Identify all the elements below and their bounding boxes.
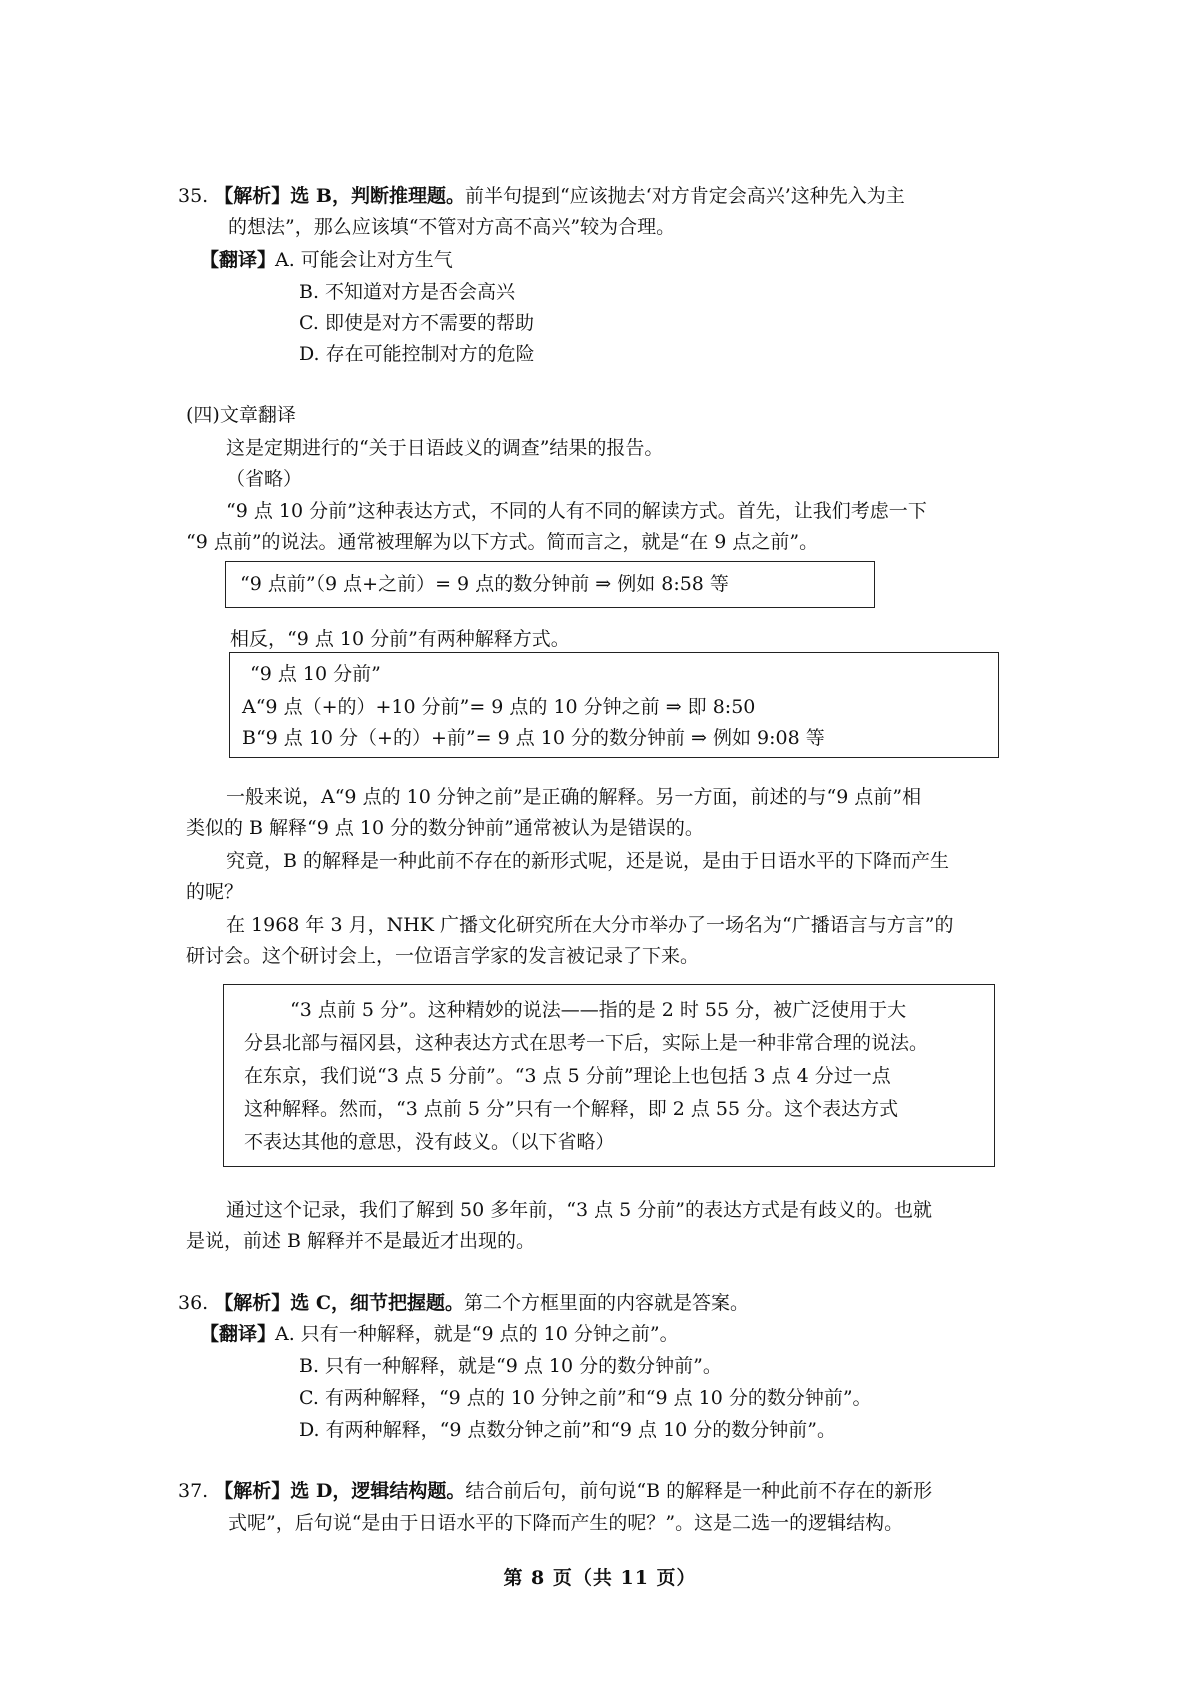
paragraph: 类似的 B 解释“9 点 10 分的数分钟前”通常被认为是错误的。	[186, 817, 704, 839]
example-box-2-line: A“9 点（+的）+10 分前”= 9 点的 10 分钟之前 ⇒ 即 8:50	[242, 696, 756, 718]
q36-line1	[178, 1290, 749, 1316]
q36-number: 36.	[178, 1292, 209, 1314]
quote-line: “3 点前 5 分”。这种精妙的说法——指的是 2 时 55 分，被广泛使用于大	[290, 999, 907, 1021]
example-box-2-line: “9 点 10 分前”	[250, 663, 381, 685]
q36-option-c: C. 有两种解释，“9 点的 10 分钟之前”和“9 点 10 分的数分钟前”。	[299, 1387, 872, 1409]
paragraph: 究竟，B 的解释是一种此前不存在的新形式呢，还是说，是由于日语水平的下降而产生	[226, 850, 950, 872]
q36-option-b: B. 只有一种解释，就是“9 点 10 分的数分钟前”。	[299, 1355, 722, 1377]
q35-translation-tag: 【翻译】	[200, 249, 277, 271]
q37-text: 结合前后句，前句说“B 的解释是一种此前不存在的新形	[465, 1480, 933, 1502]
quote-line: 这种解释。然而，“3 点前 5 分”只有一个解释，即 2 点 55 分。这个表达方式	[244, 1098, 899, 1120]
q36-text: 第二个方框里面的内容就是答案。	[464, 1292, 750, 1314]
paragraph: 在 1968 年 3 月，NHK 广播文化研究所在大分市举办了一场名为“广播语言与方言”的	[226, 914, 954, 936]
q35-option-b: B. 不知道对方是否会高兴	[299, 281, 516, 303]
q35-option-a: A. 可能会让对方生气	[275, 249, 453, 271]
q37-tag: 【解析】	[214, 1480, 291, 1502]
q35-number: 35.	[178, 185, 209, 207]
q35-line2: 的想法”，那么应该填“不管对方高不高兴”较为合理。	[228, 216, 676, 238]
quote-line: 分县北部与福冈县，这种表达方式在思考一下后，实际上是一种非常合理的说法。	[244, 1032, 929, 1054]
paragraph: 研讨会。这个研讨会上，一位语言学家的发言被记录了下来。	[186, 945, 700, 967]
paragraph: 这是定期进行的“关于日语歧义的调查”结果的报告。	[226, 437, 664, 459]
example-box-2-line: B“9 点 10 分（+的）+前”= 9 点 10 分的数分钟前 ⇒ 例如 9:08 等	[242, 727, 825, 749]
paragraph: 相反，“9 点 10 分前”有两种解释方式。	[230, 628, 570, 650]
q36-translation-tag: 【翻译】	[200, 1323, 277, 1345]
q36-lead: 选 C，细节把握题。	[290, 1292, 465, 1314]
page-footer: 第 8 页（共 11 页）	[503, 1567, 697, 1589]
q37-number: 37.	[178, 1480, 209, 1502]
paragraph: “9 点 10 分前”这种表达方式，不同的人有不同的解读方式。首先，让我们考虑一下	[226, 500, 927, 522]
paragraph: 通过这个记录，我们了解到 50 多年前，“3 点 5 分前”的表达方式是有歧义的。也就	[226, 1199, 932, 1221]
quote-line: 在东京，我们说“3 点 5 分前”。“3 点 5 分前”理论上也包括 3 点 4 分过一点	[244, 1065, 891, 1087]
paragraph: 的呢？	[186, 881, 244, 903]
q37-line2: 式呢”，后句说“是由于日语水平的下降而产生的呢？”。这是二选一的逻辑结构。	[228, 1512, 904, 1534]
example-box-1-text: “9 点前”（9 点+之前）= 9 点的数分钟前 ⇒ 例如 8:58 等	[240, 573, 729, 595]
q35-line1	[178, 183, 905, 209]
q35-lead: 选 B，判断推理题。	[290, 185, 465, 207]
paragraph: （省略）	[226, 468, 303, 490]
paragraph: 是说，前述 B 解释并不是最近才出现的。	[186, 1230, 536, 1252]
q36-tag: 【解析】	[214, 1292, 291, 1314]
example-box-1	[225, 561, 875, 608]
q37-lead: 选 D，逻辑结构题。	[290, 1480, 466, 1502]
q35-option-c: C. 即使是对方不需要的帮助	[299, 312, 534, 334]
quote-box	[223, 984, 995, 1167]
q35-tag: 【解析】	[214, 185, 291, 207]
q36-option-a: A. 只有一种解释，就是“9 点的 10 分钟之前”。	[275, 1323, 679, 1345]
quote-line: 不表达其他的意思，没有歧义。（以下省略）	[244, 1131, 615, 1153]
paragraph: 一般来说，A“9 点的 10 分钟之前”是正确的解释。另一方面，前述的与“9 点前”相	[226, 786, 922, 808]
example-box-2	[229, 652, 999, 758]
q35-option-d: D. 存在可能控制对方的危险	[299, 343, 535, 365]
q36-option-d: D. 有两种解释，“9 点数分钟之前”和“9 点 10 分的数分钟前”。	[299, 1419, 837, 1441]
q35-text: 前半句提到“应该抛去‘对方肯定会高兴’这种先入为主	[464, 185, 905, 207]
paragraph: “9 点前”的说法。通常被理解为以下方式。简而言之，就是“在 9 点之前”。	[186, 531, 819, 553]
section-heading: (四)文章翻译	[186, 404, 296, 426]
q37-line1	[178, 1478, 932, 1504]
